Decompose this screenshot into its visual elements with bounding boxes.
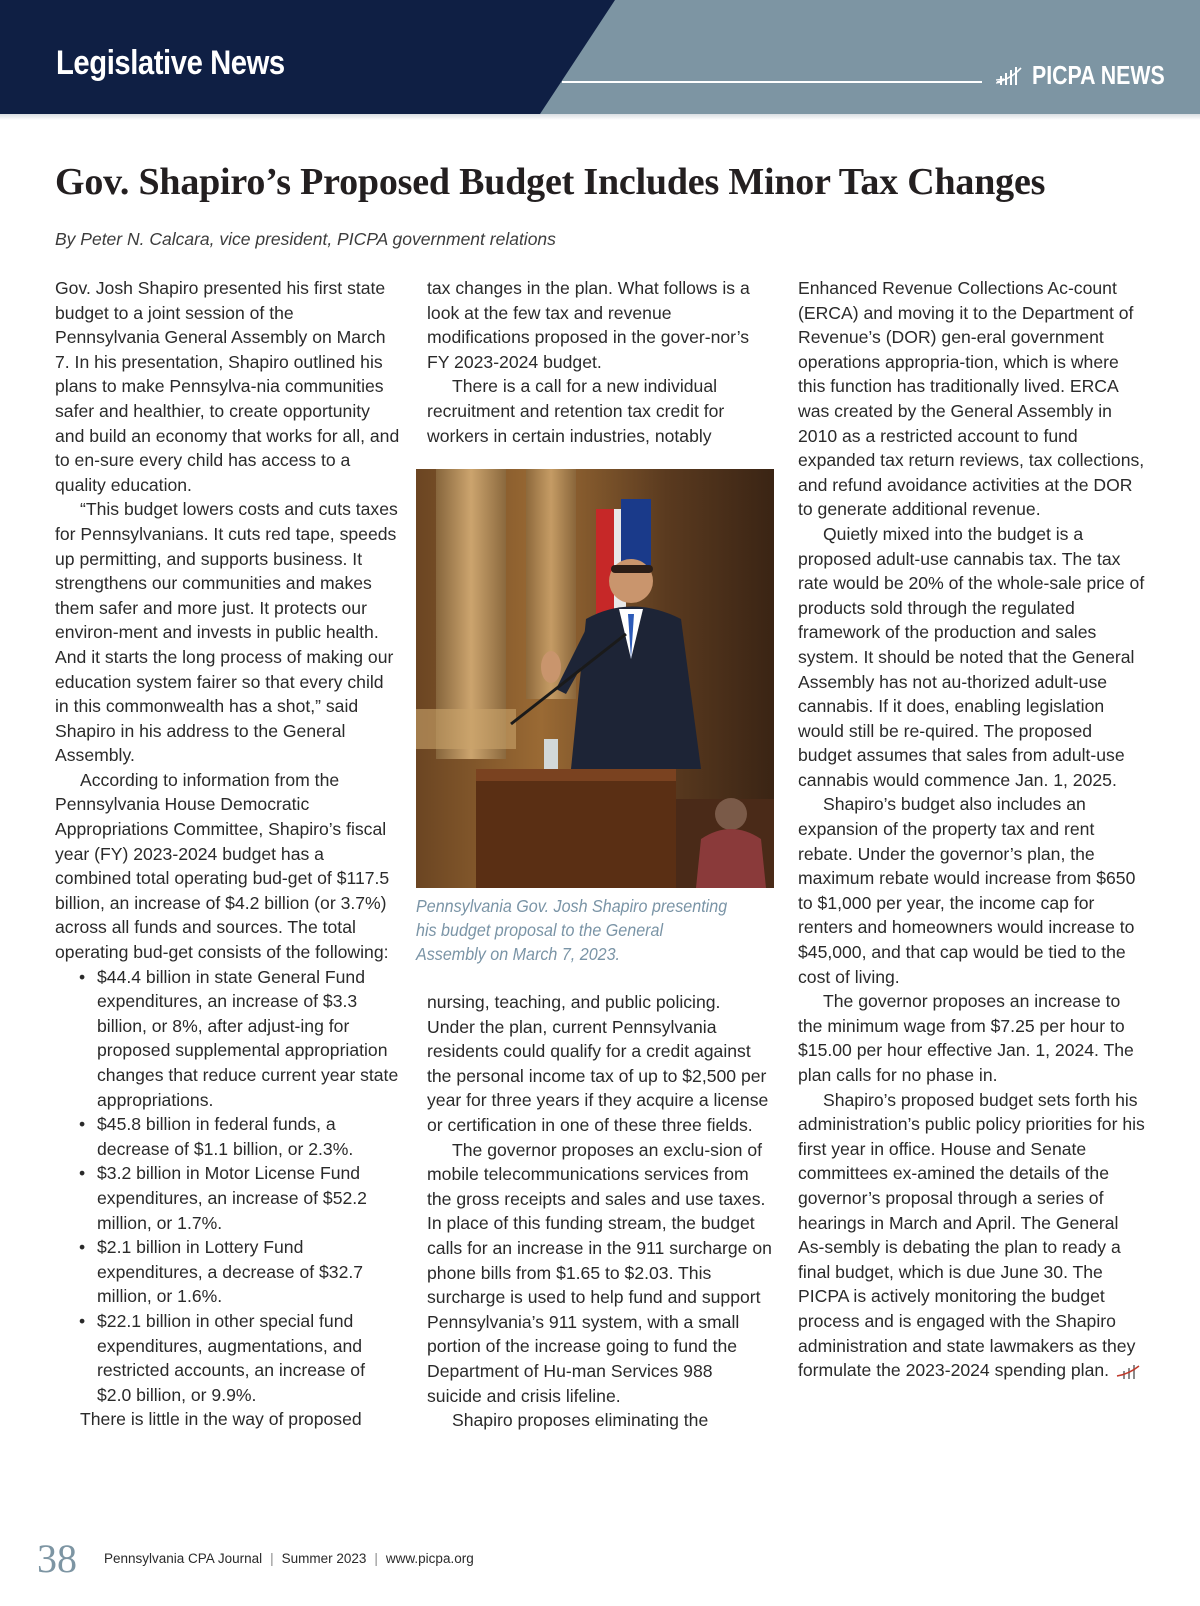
budget-list — [55, 965, 400, 1408]
article-column-1 — [55, 276, 400, 1432]
article-byline: By Peter N. Calcara, vice president, PICPA government relations — [55, 229, 556, 249]
footer — [104, 1551, 474, 1566]
paragraph: Shapiro proposes eliminating the — [452, 1410, 709, 1431]
article-headline: Gov. Shapiro’s Proposed Budget Includes Minor Tax Changes — [55, 161, 1046, 203]
article-photo — [416, 469, 774, 888]
list-item: • $2.1 billion in Lottery Fund expenditures, a decrease of $32.7 million, or 1.6%. — [55, 1235, 400, 1309]
page-number: 38 — [37, 1536, 77, 1581]
header-rule — [562, 81, 982, 83]
paragraph: Gov. Josh Shapiro presented his first state budget to a joint session of the Pennsylvania General Assembly on March 7. In his presentation, Shapiro outlined his plans to make Pennsylva-nia communities safer and healthier, to create opportunity and build an economy that works for all, and to en-sure every child has access to a quality education. — [55, 278, 400, 495]
separator: | — [374, 1551, 378, 1566]
website-link[interactable]: www.picpa.org — [385, 1551, 474, 1566]
paragraph-text: Shapiro’s proposed budget sets forth his administration’s public policy priorities for his first year in office. House and Senate committees ex-amined the details of the governor’s proposal through a series of hearings in March and April. The General As-sembly is debating the plan to ready a final budget, which is due June 30. The PICPA is actively monitoring the budget process and is engaged with the Shapiro administration and state lawmakers as they formulate the 2023-2024 spending plan. — [798, 1089, 1145, 1381]
publication-name: Pennsylvania CPA Journal — [104, 1551, 263, 1566]
paragraph: Quietly mixed into the budget is a proposed adult-use cannabis tax. The tax rate would be 20% of the whole-sale price of products sold through the regulated framework of the production and sales system. It should be noted that the General Assembly has not au-thorized adult-use cannabis. If it does, enabling legislation would still be re-quired. The proposed budget assumes that sales from adult-use cannabis would commence Jan. 1, 2025. — [798, 523, 1145, 790]
paragraph: nursing, teaching, and public policing. Under the plan, current Pennsylvania residents could qualify for a credit against the personal income tax of up to $2,500 per year for three years if they acquire a license or certification in one of these three fields. — [427, 992, 769, 1135]
paragraph-last — [798, 1088, 1148, 1383]
end-mark-icon — [1115, 1362, 1145, 1380]
section-title: Legislative News — [56, 44, 285, 82]
paragraph: The governor proposes an increase to the minimum wage from $7.25 per hour to $15.00 per hour effective Jan. 1, 2024. The plan calls for no phase in. — [798, 991, 1134, 1085]
photo-caption: Pennsylvania Gov. Josh Shapiro presenting his budget proposal to the General Assembly on March 7, 2023. — [416, 896, 728, 964]
brand-name: PICPA NEWS — [1032, 60, 1165, 90]
paragraph: Enhanced Revenue Collections Ac-count (ERCA) and moving it to the Department of Revenue’s (DOR) gen-eral government operations appropria-tion, which is where this function has traditionally lived. ERCA was created by the General Assembly in 2010 as a restricted account to fund expanded tax return reviews, tax collections, and refund avoidance activities at the DOR to generate additional revenue. — [798, 278, 1145, 520]
list-item: • $45.8 billion in federal funds, a decrease of $1.1 billion, or 2.3%. — [55, 1112, 400, 1161]
header-shadow — [0, 114, 1200, 120]
picpa-logo-icon — [996, 64, 1028, 88]
paragraph: Shapiro’s budget also includes an expansion of the property tax and rent rebate. Under the governor’s plan, the maximum rebate would increase from $650 to $1,000 per year, the income cap for renters and homeowners would increase to $45,000, and that cap would be tied to the cost of living. — [798, 794, 1136, 987]
issue-name: Summer 2023 — [281, 1551, 367, 1566]
article-column-2-top — [427, 276, 772, 448]
article-column-3 — [798, 276, 1148, 1383]
list-item: • $3.2 billion in Motor License Fund expenditures, an increase of $52.2 million, or 1.7%. — [55, 1161, 400, 1235]
paragraph: “This budget lowers costs and cuts taxes for Pennsylvanians. It cuts red tape, speeds up permitting, and supports business. It strengthens our communities and makes them safer and more just. It protects our environ-ment and invests in public health. And it starts the long process of making our education system fairer so that every child in this commonwealth has a shot,” said Shapiro in his address to the General Assembly. — [55, 499, 398, 766]
separator: | — [270, 1551, 274, 1566]
paragraph: The governor proposes an exclu-sion of mobile telecommunications services from the gross receipts and sales and use taxes. In place of this funding stream, the budget calls for an increase in the 911 surcharge on phone bills from $1.65 to $2.03. This surcharge is used to help fund and support Pennsylvania’s 911 system, with a small portion of the increase going to fund the Department of Hu-man Services 988 suicide and crisis lifeline. — [427, 1139, 772, 1406]
photo-illustration — [416, 469, 774, 888]
article-column-2-bottom — [427, 990, 772, 1433]
paragraph: There is a call for a new individual recruitment and retention tax credit for workers in certain industries, notably — [427, 376, 725, 446]
list-item: • $22.1 billion in other special fund expenditures, augmentations, and restricted accounts, an increase of $2.0 billion, or 9.9%. — [55, 1309, 400, 1407]
paragraph: tax changes in the plan. What follows is a look at the few tax and revenue modifications proposed in the gover-nor’s FY 2023-2024 budget. — [427, 278, 750, 372]
paragraph: There is little in the way of proposed — [80, 1409, 362, 1430]
brand — [996, 60, 1194, 91]
list-item: • $44.4 billion in state General Fund expenditures, an increase of $3.3 billion, or 8%, after adjust-ing for proposed supplemental appropriation changes that reduce current year state appropriations. — [55, 965, 400, 1113]
paragraph: According to information from the Pennsylvania House Democratic Appropriations Committee, Shapiro’s fiscal year (FY) 2023-2024 budget has a combined total operating bud-get of $117.5 billion, an increase of $4.2 billion (or 3.7%) across all funds and sources. The total operating bud-get consists of the following: — [55, 769, 390, 963]
